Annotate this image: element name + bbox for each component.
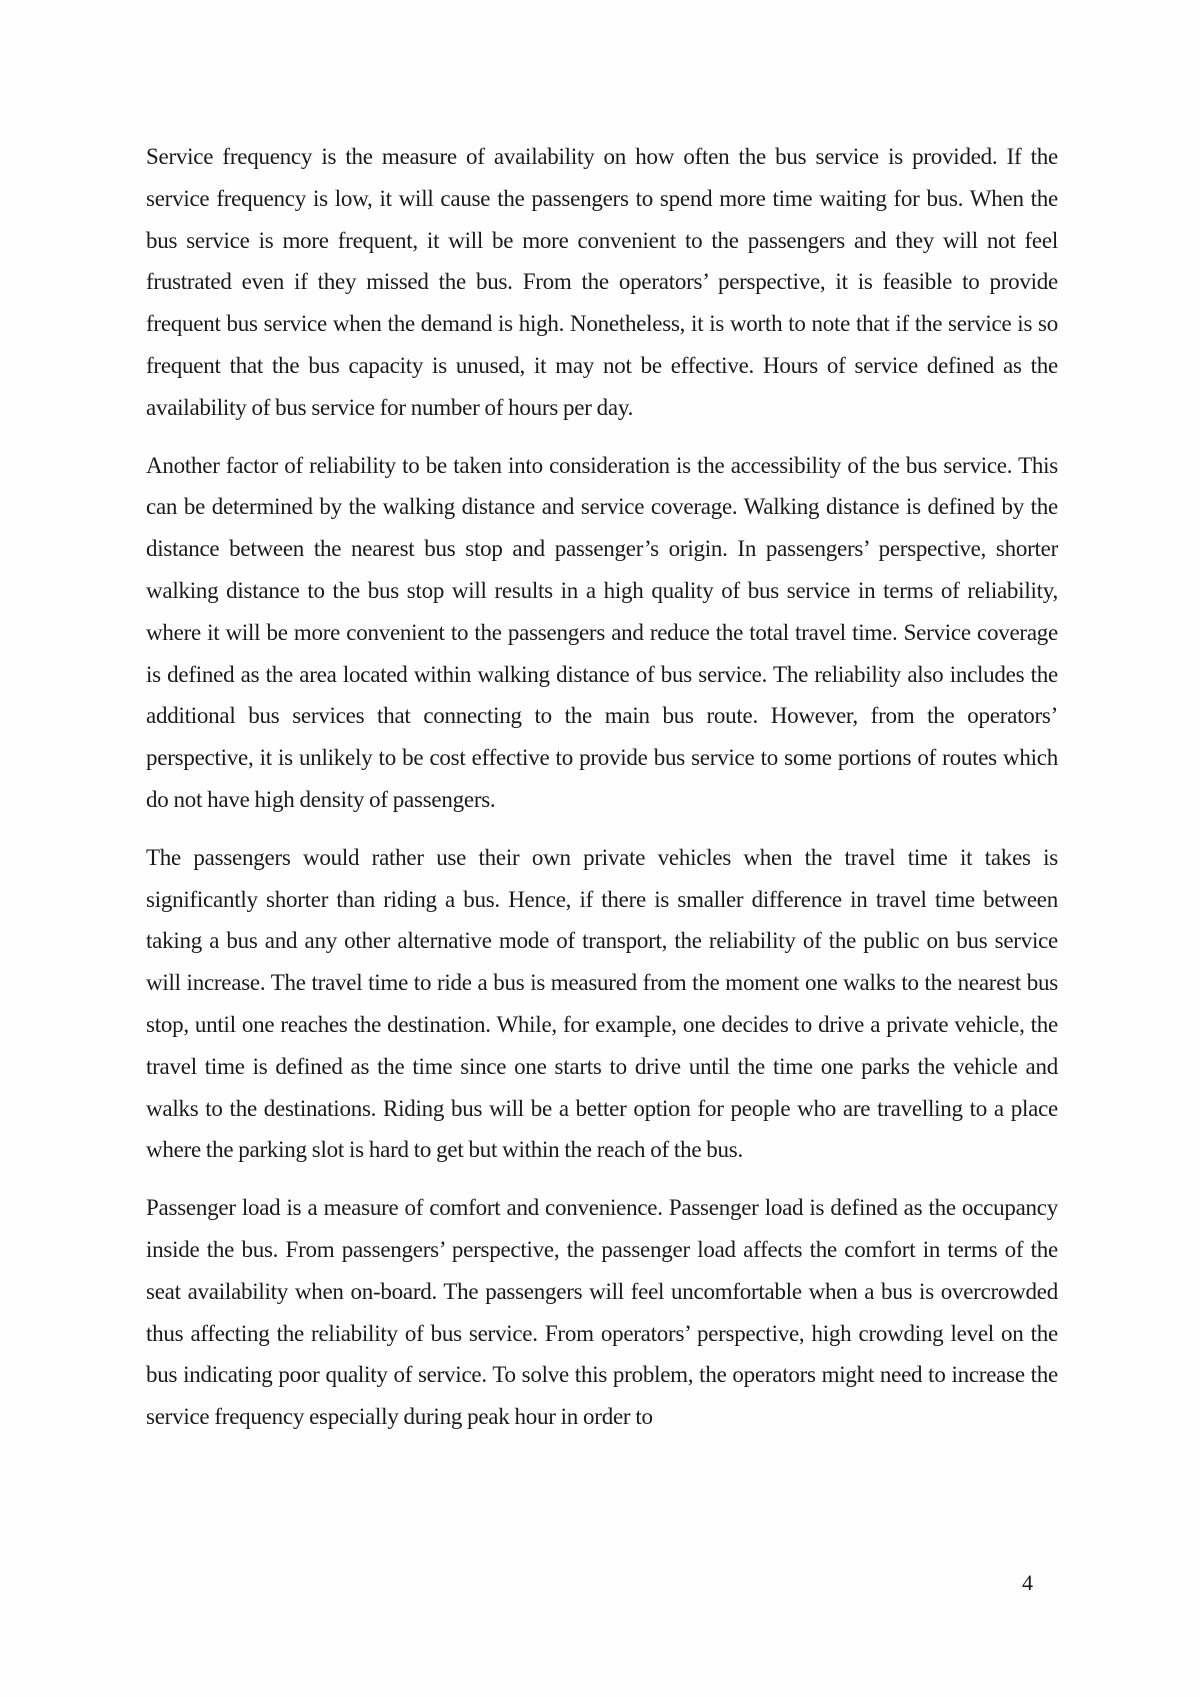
paragraph-service-frequency: Service frequency is the measure of availability on how often the bus service is provided. If the service frequency is low, it will cause the passengers to spend more time waiting for bus. When the bus service is more frequent, it will be more convenient to the passengers and they will not feel frustrated even if they missed the bus. From the operators’ perspective, it is feasible to provide frequent bus service when the demand is high. Nonetheless, it is worth to note that if the service is so frequent that the bus capacity is unused, it may not be effective. Hours of service defined as the availability of bus service for number of hours per day. xyxy=(146,144,1058,420)
body-text xyxy=(146,136,1058,1454)
paragraph-accessibility: Another factor of reliability to be taken into consideration is the accessibility of the bus service. This can be determined by the walking distance and service coverage. Walking distance is defined by the distance between the nearest bus stop and passenger’s origin. In passengers’ perspective, shorter walking distance to the bus stop will results in a high quality of bus service in terms of reliability, where it will be more convenient to the passengers and reduce the total travel time. Service coverage is defined as the area located within walking distance of bus service. The reliability also includes the additional bus services that connecting to the main bus route. However, from the operators’ perspective, it is unlikely to be cost effective to provide bus service to some portions of routes which do not have high density of passengers. xyxy=(146,452,1058,812)
paragraph-travel-time: The passengers would rather use their own private vehicles when the travel time it takes is significantly shorter than riding a bus. Hence, if there is smaller difference in travel time between taking a bus and any other alternative mode of transport, the reliability of the public on bus service will increase. The travel time to ride a bus is measured from the moment one walks to the nearest bus stop, until one reaches the destination. While, for example, one decides to drive a private vehicle, the travel time is defined as the time since one starts to drive until the time one parks the vehicle and walks to the destinations. Riding bus will be a better option for people who are travelling to a place where the parking slot is hard to get but within the reach of the bus. xyxy=(146,844,1058,1163)
paragraph-passenger-load: Passenger load is a measure of comfort and convenience. Passenger load is defined as the occupancy inside the bus. From passengers’ perspective, the passenger load affects the comfort in terms of the seat availability when on-board. The passengers will feel uncomfortable when a bus is overcrowded thus affecting the reliability of bus service. From operators’ perspective, high crowding level on the bus indicating poor quality of service. To solve this problem, the operators might need to increase the service frequency especially during peak hour in order to xyxy=(146,1195,1058,1430)
page-number: 4 xyxy=(1022,1570,1033,1595)
